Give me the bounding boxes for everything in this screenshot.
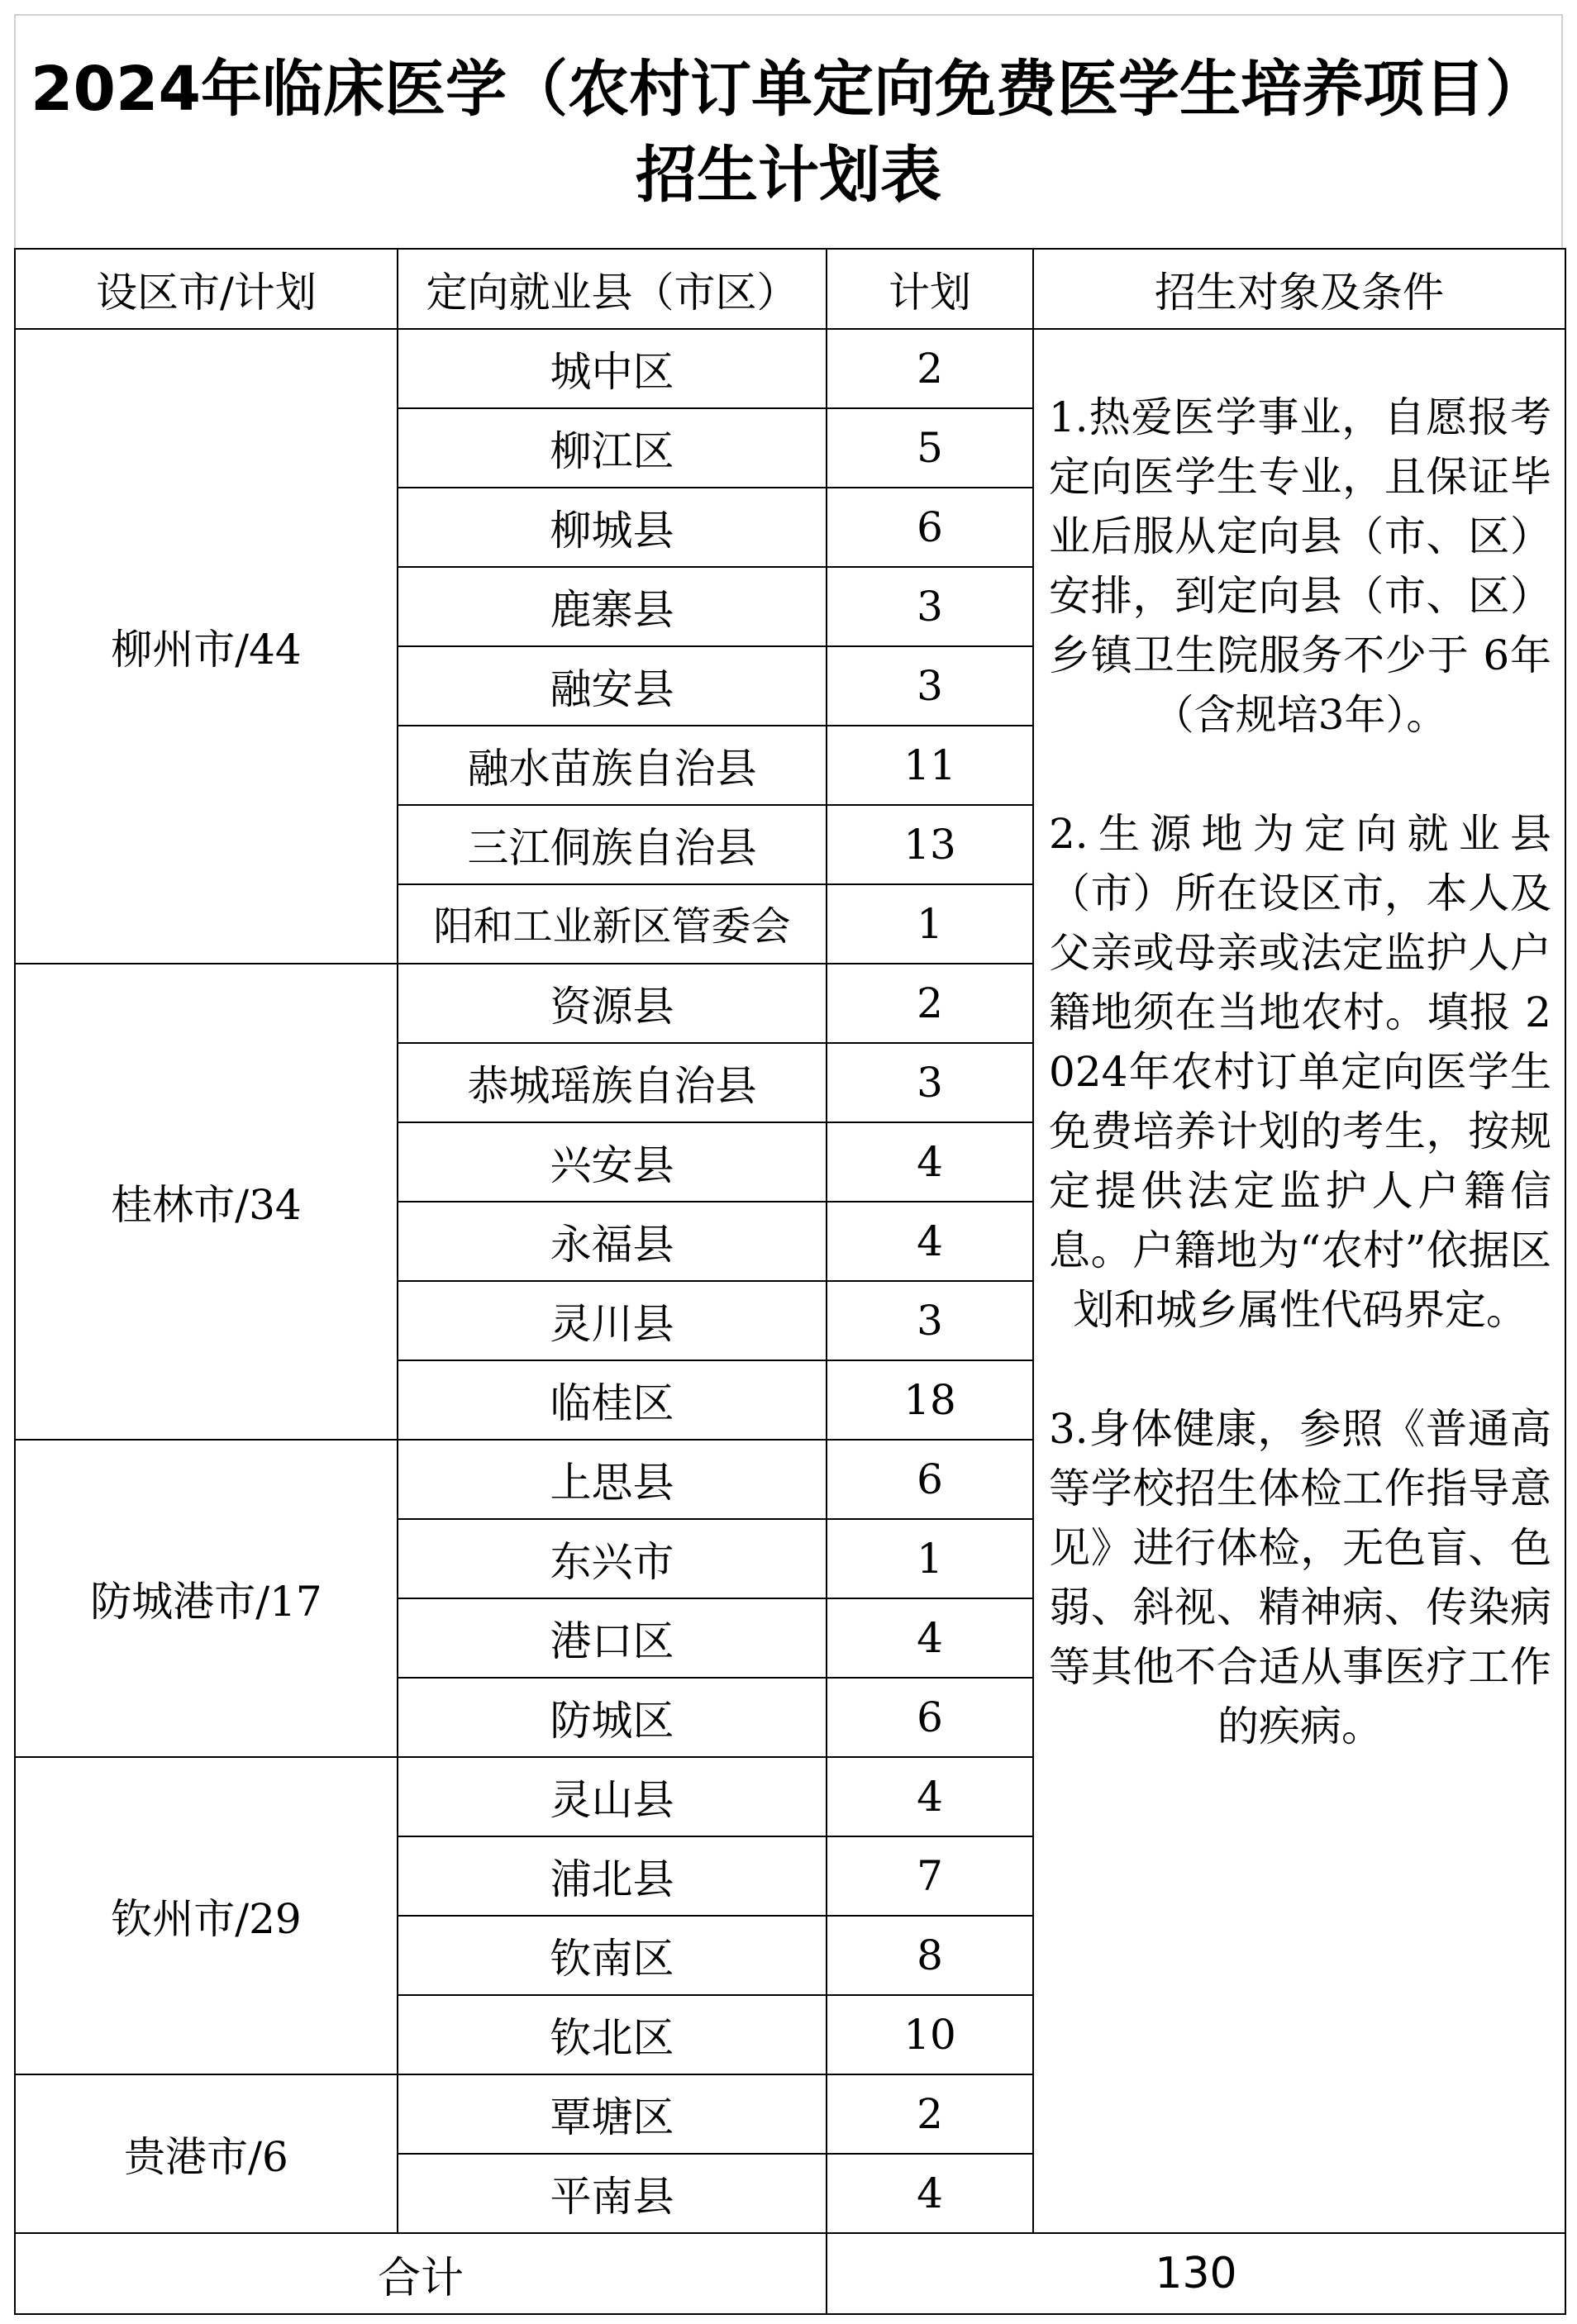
county-cell: 恭城瑶族自治县 bbox=[398, 1043, 827, 1122]
city-cell: 桂林市/34 bbox=[15, 964, 398, 1440]
table-row bbox=[15, 329, 1565, 408]
header-county: 定向就业县（市区） bbox=[398, 249, 827, 329]
county-cell: 柳江区 bbox=[398, 408, 827, 488]
condition-paragraph: 2.生源地为定向就业县（市）所在设区市，本人及父亲或母亲或法定监护人户籍地须在当地农村。填报 2024年农村订单定向医学生免费培养计划的考生，按规定提供法定监护人户籍信息。户籍地为“农村”依据区划和城乡属性代码界定。 bbox=[1049, 810, 1551, 1334]
county-cell: 钦南区 bbox=[398, 1916, 827, 1995]
header-conditions: 招生对象及条件 bbox=[1033, 249, 1565, 329]
plan-cell: 1 bbox=[827, 884, 1033, 964]
plan-cell: 4 bbox=[827, 1202, 1033, 1281]
total-label: 合计 bbox=[15, 2233, 827, 2314]
county-cell: 永福县 bbox=[398, 1202, 827, 1281]
county-cell: 鹿寨县 bbox=[398, 567, 827, 646]
condition-paragraph: 1.热爱医学事业，自愿报考定向医学生专业，且保证毕业后服从定向县（市、区）安排，到定向县（市、区）乡镇卫生院服务不少于 6年（含规培3年）。 bbox=[1049, 393, 1551, 739]
plan-cell: 3 bbox=[827, 1281, 1033, 1360]
city-cell: 柳州市/44 bbox=[15, 329, 398, 964]
county-cell: 上思县 bbox=[398, 1440, 827, 1519]
title-box bbox=[14, 14, 1563, 248]
conditions-cell bbox=[1033, 329, 1565, 2233]
county-cell: 三江侗族自治县 bbox=[398, 805, 827, 884]
total-value: 130 bbox=[827, 2233, 1565, 2314]
plan-cell: 8 bbox=[827, 1916, 1033, 1995]
total-row bbox=[15, 2233, 1565, 2314]
header-city: 设区市/计划 bbox=[15, 249, 398, 329]
county-cell: 平南县 bbox=[398, 2154, 827, 2233]
county-cell: 兴安县 bbox=[398, 1122, 827, 1202]
city-cell: 防城港市/17 bbox=[15, 1440, 398, 1757]
city-cell: 贵港市/6 bbox=[15, 2074, 398, 2233]
plan-cell: 4 bbox=[827, 2154, 1033, 2233]
condition-paragraph: 3.身体健康，参照《普通高等学校招生体检工作指导意见》进行体检，无色盲、色弱、斜视、精神病、传染病等其他不合适从事医疗工作的疾病。 bbox=[1049, 1405, 1551, 1750]
plan-cell: 6 bbox=[827, 1440, 1033, 1519]
county-cell: 灵山县 bbox=[398, 1757, 827, 1836]
county-cell: 阳和工业新区管委会 bbox=[398, 884, 827, 964]
county-cell: 浦北县 bbox=[398, 1836, 827, 1916]
county-cell: 灵川县 bbox=[398, 1281, 827, 1360]
county-cell: 融安县 bbox=[398, 646, 827, 726]
header-row bbox=[15, 249, 1565, 329]
county-cell: 临桂区 bbox=[398, 1360, 827, 1440]
plan-cell: 10 bbox=[827, 1995, 1033, 2074]
plan-cell: 2 bbox=[827, 964, 1033, 1043]
plan-cell: 18 bbox=[827, 1360, 1033, 1440]
city-cell: 钦州市/29 bbox=[15, 1757, 398, 2074]
header-plan: 计划 bbox=[827, 249, 1033, 329]
county-cell: 城中区 bbox=[398, 329, 827, 408]
county-cell: 钦北区 bbox=[398, 1995, 827, 2074]
plan-cell: 1 bbox=[827, 1519, 1033, 1598]
plan-cell: 7 bbox=[827, 1836, 1033, 1916]
county-cell: 柳城县 bbox=[398, 488, 827, 567]
plan-cell: 3 bbox=[827, 1043, 1033, 1122]
county-cell: 防城区 bbox=[398, 1678, 827, 1757]
plan-cell: 5 bbox=[827, 408, 1033, 488]
plan-cell: 2 bbox=[827, 2074, 1033, 2154]
plan-cell: 4 bbox=[827, 1122, 1033, 1202]
county-cell: 港口区 bbox=[398, 1598, 827, 1678]
page-title: 2024年临床医学（农村订单定向免费医学生培养项目）招生计划表 bbox=[31, 53, 1546, 211]
plan-cell: 2 bbox=[827, 329, 1033, 408]
enrollment-plan-table bbox=[14, 248, 1566, 2315]
county-cell: 融水苗族自治县 bbox=[398, 726, 827, 805]
county-cell: 东兴市 bbox=[398, 1519, 827, 1598]
plan-cell: 4 bbox=[827, 1757, 1033, 1836]
table-body bbox=[15, 249, 1565, 2314]
county-cell: 覃塘区 bbox=[398, 2074, 827, 2154]
plan-cell: 4 bbox=[827, 1598, 1033, 1678]
plan-cell: 13 bbox=[827, 805, 1033, 884]
plan-cell: 3 bbox=[827, 567, 1033, 646]
plan-cell: 6 bbox=[827, 1678, 1033, 1757]
plan-cell: 6 bbox=[827, 488, 1033, 567]
plan-cell: 3 bbox=[827, 646, 1033, 726]
county-cell: 资源县 bbox=[398, 964, 827, 1043]
plan-cell: 11 bbox=[827, 726, 1033, 805]
